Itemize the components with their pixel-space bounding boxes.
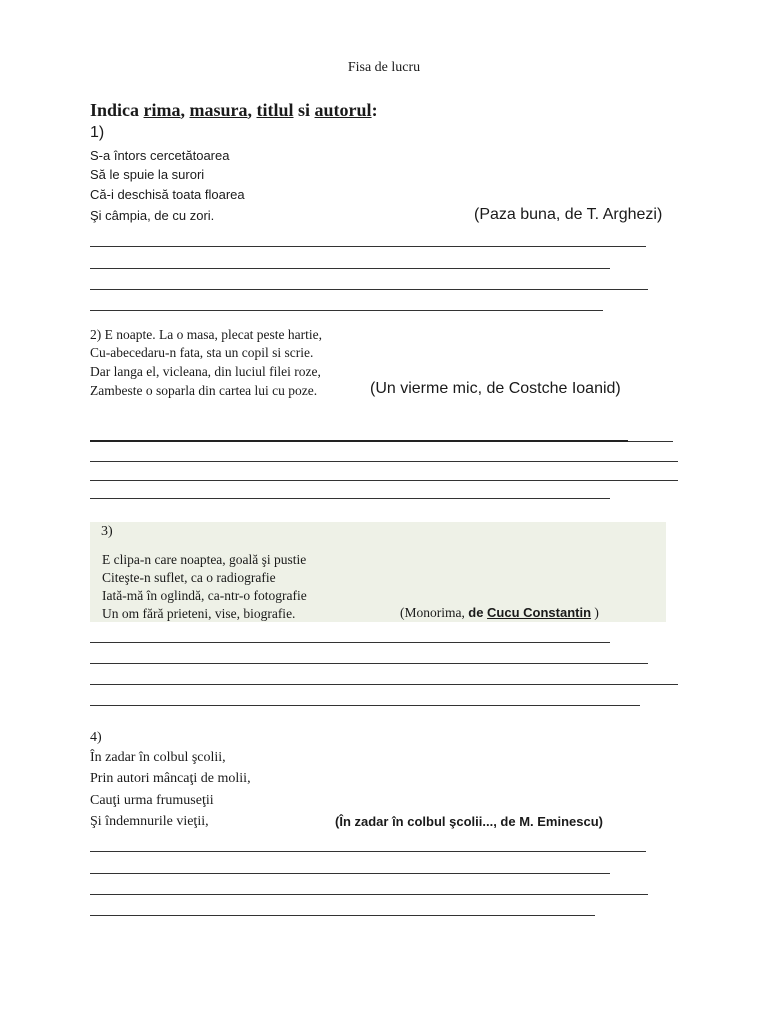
word-autorul: autorul [314,100,372,120]
exercise-1-number: 1) [90,124,105,141]
answer-line [90,480,678,481]
poem-3-line: Un om fără prieteni, vise, biografie. [102,606,296,621]
answer-line [90,851,646,852]
answer-line [90,498,610,499]
poem-3-source: (Monorima, de Cucu Constantin ) [400,605,599,620]
exercise-4-number: 4) [90,730,102,745]
poem-2-line: Dar langa el, vicleana, din luciul filei roze, [90,364,321,379]
poem-2-line: Zambeste o soparla din cartea lui cu poze. [90,383,318,398]
word-masura: masura [189,100,248,120]
answer-line [90,894,648,895]
answer-line [90,684,678,685]
answer-line [90,268,610,269]
poem-1-line: Şi câmpia, de cu zori. [90,208,215,223]
poem-1-line: Că-i deschisă toata floarea [90,187,245,202]
word-rima: rima [143,100,181,120]
answer-line [90,705,640,706]
poem-2-source: (Un vierme mic, de Costche Ioanid) [370,380,621,397]
answer-line [90,289,648,290]
instruction-heading: Indica rima, masura, titlul si autorul: [90,100,378,120]
poem-2-line: Cu-abecedaru-n fata, sta un copil si scrie. [90,345,314,360]
page-title: Fisa de lucru [347,60,421,75]
poem-4-source: (În zadar în colbul şcolii..., de M. Eminescu) [335,814,603,829]
poem-2-line: 2) E noapte. La o masa, plecat peste hartie, [90,327,323,342]
poem-3-author: Cucu Constantin [487,605,592,620]
poem-4-line: Şi îndemnurile vieţii, [90,814,209,829]
exercise-3-number: 3) [101,524,113,539]
poem-1-line: Să le spuie la surori [90,167,205,182]
answer-line [90,461,678,462]
poem-1-source: (Paza buna, de T. Arghezi) [474,206,663,223]
poem-4-line: În zadar în colbul şcolii, [90,750,226,765]
word-titlul: titlul [256,100,294,120]
poem-3-line: E clipa-n care noaptea, goală şi pustie [102,552,307,567]
poem-1-line: S-a întors cercetătoarea [90,148,230,163]
poem-3-line: Citeşte-n suflet, ca o radiografie [102,570,276,585]
answer-line [90,642,610,643]
answer-line [90,310,603,311]
poem-3-line: Iată-mă în oglindă, ca-ntr-o fotografie [102,588,307,603]
poem-4-line: Cauţi urma frumuseţii [90,793,214,808]
answer-line [90,246,646,247]
answer-line [90,873,610,874]
answer-line [90,440,628,442]
answer-line [628,441,673,442]
answer-line [90,915,595,916]
poem-4-line: Prin autori mâncaţi de molii, [90,771,251,786]
answer-line [90,663,648,664]
